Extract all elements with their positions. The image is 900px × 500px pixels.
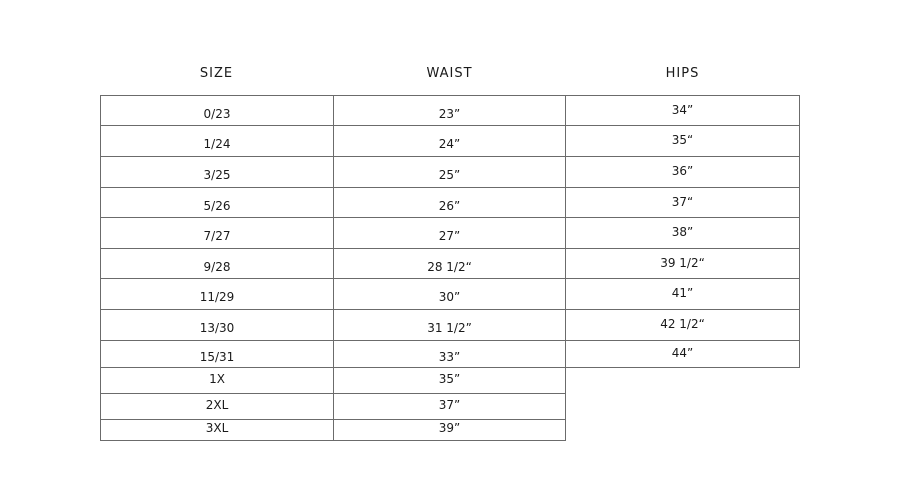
table-cell-size: 1X [100, 367, 334, 394]
table-cell-size: 0/23 [100, 95, 334, 126]
table-cell-size: 2XL [100, 393, 334, 420]
table-cell-waist: 30” [333, 278, 566, 310]
table-cell-waist: 25” [333, 156, 566, 188]
table-cell-hips: 41” [565, 278, 800, 310]
table-cell-waist: 23” [333, 95, 566, 126]
table-cell-size: 11/29 [100, 278, 334, 310]
table-cell-waist: 24” [333, 125, 566, 157]
table-cell-waist: 33” [333, 340, 566, 368]
table-cell-size: 7/27 [100, 217, 334, 249]
table-cell-hips: 44” [565, 340, 800, 368]
column-header-size: SIZE [199, 66, 234, 81]
table-cell-size: 3XL [100, 419, 334, 441]
table-cell-waist: 39” [333, 419, 566, 441]
table-cell-hips: 38” [565, 217, 800, 249]
table-cell-size: 13/30 [100, 309, 334, 341]
table-cell-hips: 39 1/2“ [565, 248, 800, 279]
table-cell-hips: 36” [565, 156, 800, 188]
table-cell-hips: 35“ [565, 125, 800, 157]
column-header-waist: WAIST [426, 66, 473, 81]
table-cell-waist: 37” [333, 393, 566, 420]
table-cell-waist: 27” [333, 217, 566, 249]
table-cell-waist: 35” [333, 367, 566, 394]
table-cell-waist: 28 1/2“ [333, 248, 566, 279]
table-cell-size: 15/31 [100, 340, 334, 368]
table-cell-size: 5/26 [100, 187, 334, 218]
table-cell-size: 1/24 [100, 125, 334, 157]
table-cell-hips: 42 1/2“ [565, 309, 800, 341]
table-cell-hips: 34” [565, 95, 800, 126]
column-header-hips: HIPS [665, 66, 700, 81]
table-cell-waist: 26” [333, 187, 566, 218]
table-cell-size: 9/28 [100, 248, 334, 279]
table-cell-waist: 31 1/2” [333, 309, 566, 341]
table-cell-size: 3/25 [100, 156, 334, 188]
table-cell-hips: 37“ [565, 187, 800, 218]
